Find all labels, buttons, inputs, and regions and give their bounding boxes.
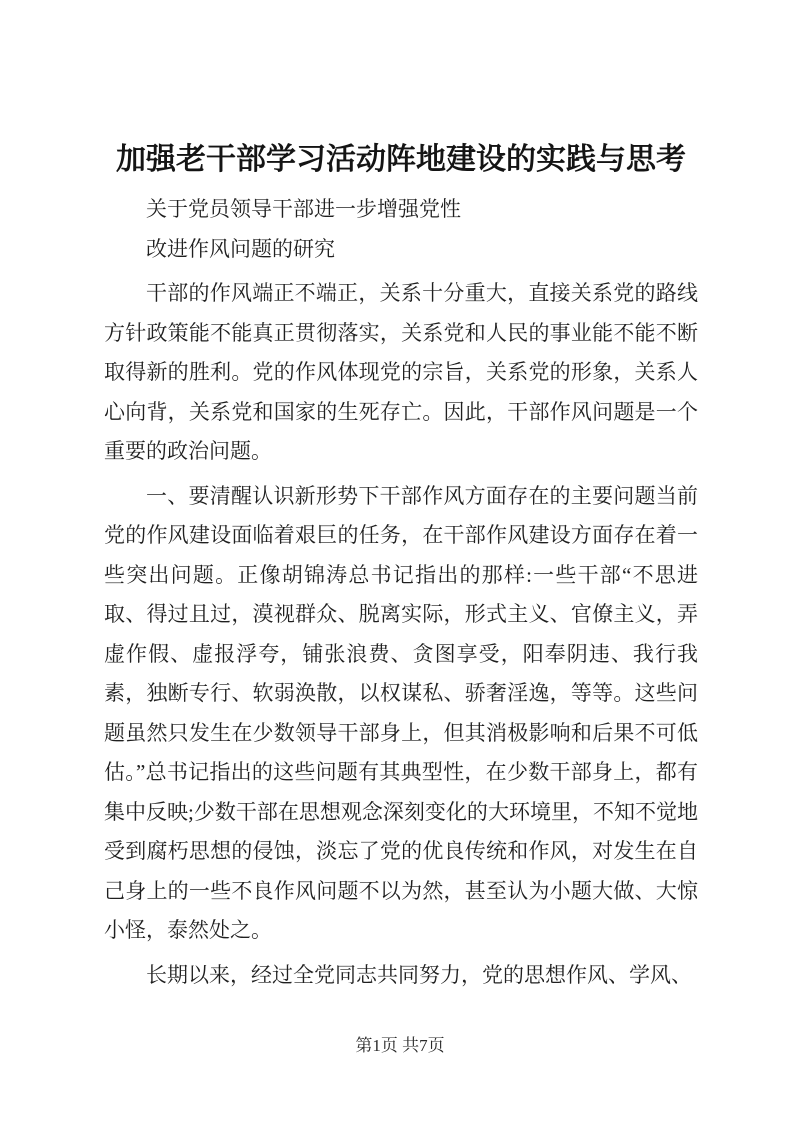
subtitle-line-1: 关于党员领导干部进一步增强党性 bbox=[146, 197, 461, 221]
body-paragraph-1: 干部的作风端正不端正，关系十分重大，直接关系党的路线方针政策能不能真正贯彻落实，关系党和人民的事业能不能不断取得新的胜利。党的作风体现党的宗旨，关系党的形象，关系人心向背，关系党和国家的生死存亡。因此，干部作风问题是一个重要的政治问题。 bbox=[104, 281, 698, 463]
page-footer bbox=[0, 1034, 800, 1058]
document-subtitle bbox=[104, 190, 698, 269]
body-paragraph-2: 一、要清醒认识新形势下干部作风方面存在的主要问题当前党的作风建设面临着艰巨的任务，在干部作风建设方面存在着一些突出问题。正像胡锦涛总书记指出的那样:一些干部“不思进取、得过且过，漠视群众、脱离实际，形式主义、官僚主义，弄虚作假、虚报浮夸，铺张浪费、贪图享受，阳奉阴违、我行我素，独断专行、软弱涣散，以权谋私、骄奢淫逸，等等。这些问题虽然只发生在少数领导干部身上，但其消极影响和后果不可低估。”总书记指出的这些问题有其典型性，在少数干部身上，都有集中反映;少数干部在思想观念深刻变化的大环境里，不知不觉地受到腐朽思想的侵蚀，淡忘了党的优良传统和作风，对发生在自己身上的一些不良作风问题不以为然，甚至认为小题大做、大惊小怪，泰然处之。 bbox=[104, 483, 698, 942]
subtitle-line-2: 改进作风问题的研究 bbox=[146, 236, 335, 261]
document-content bbox=[104, 138, 698, 995]
body-paragraph-3: 长期以来，经过全党同志共同努力，党的思想作风、学风、 bbox=[146, 962, 692, 987]
document-title: 加强老干部学习活动阵地建设的实践与思考 bbox=[116, 143, 686, 176]
page-number-label: 第1页 共7页 bbox=[355, 1036, 445, 1055]
